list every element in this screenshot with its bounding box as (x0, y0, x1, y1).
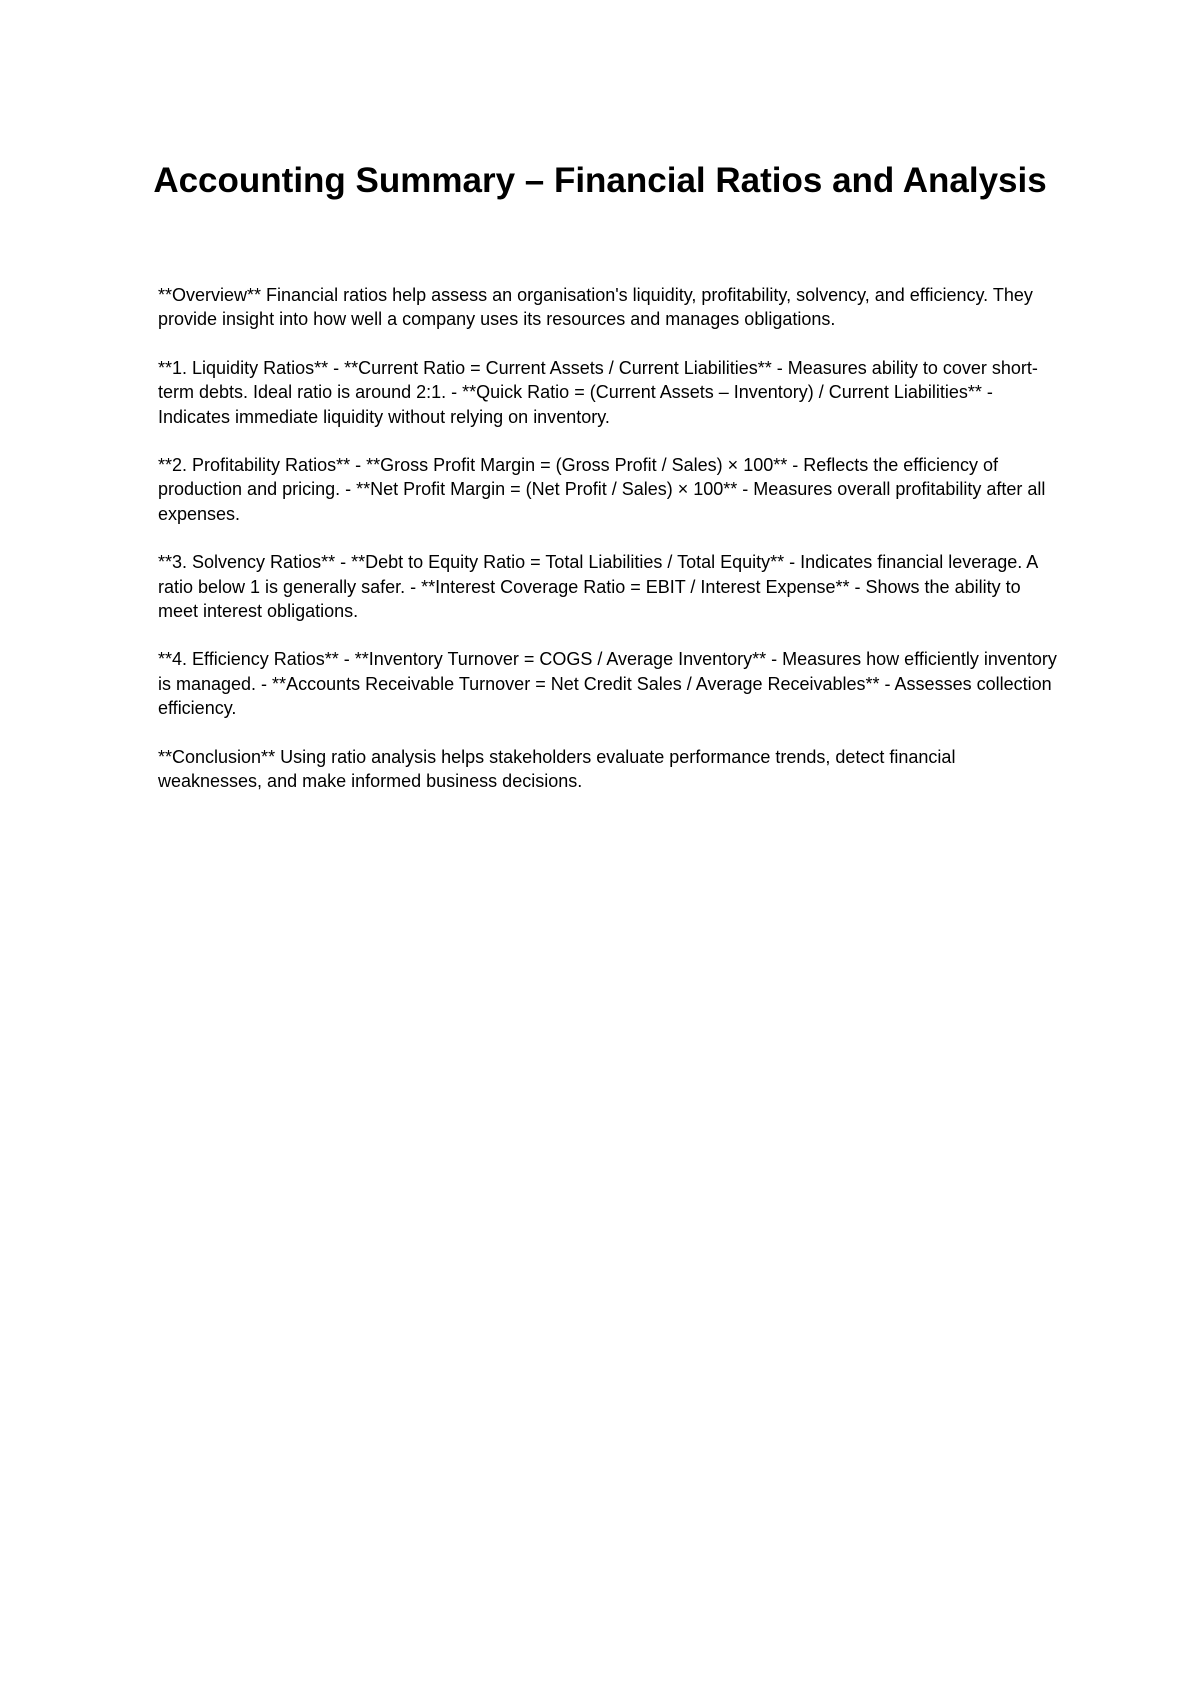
paragraph-profitability-ratios: **2. Profitability Ratios** - **Gross Profit Margin = (Gross Profit / Sales) × 100** - Reflects the efficiency of production and pricing. - **Net Profit Margin = (Net Profit / Sales) × 100** - Measures overall profitability after all expenses. (158, 455, 1046, 524)
paragraph-solvency-ratios: **3. Solvency Ratios** - **Debt to Equity Ratio = Total Liabilities / Total Equity** - Indicates financial leverage. A ratio below 1 is generally safer. - **Interest Coverage Ratio = EBIT / Interest Expense** - Shows the ability to meet interest obligations. (158, 552, 1038, 622)
paragraph-overview: **Overview** Financial ratios help assess an organisation's liquidity, profitability, solvency, and efficiency. They provide insight into how well a company uses its resources and manages obligations. (158, 285, 1033, 330)
paragraph-efficiency-ratios: **4. Efficiency Ratios** - **Inventory Turnover = COGS / Average Inventory** - Measures how efficiently inventory is managed. - **Accounts Receivable Turnover = Net Credit Sales / Average Receivables** - Assesses collection efficiency. (158, 649, 1057, 719)
paragraph-liquidity-ratios: **1. Liquidity Ratios** - **Current Ratio = Current Assets / Current Liabilities** - Measures ability to cover short-term debts. Ideal ratio is around 2:1. - **Quick Ratio = (Current Assets – Inventory) / Current Liabilities** - Indicates immediate liquidity without relying on inventory. (158, 357, 1038, 427)
document-title: Accounting Summary – Financial Ratios and Analysis (153, 161, 1047, 200)
paragraph-conclusion: **Conclusion** Using ratio analysis helps stakeholders evaluate performance trends, detect financial weaknesses, and make informed business decisions. (158, 746, 956, 792)
document-body (158, 283, 1058, 818)
